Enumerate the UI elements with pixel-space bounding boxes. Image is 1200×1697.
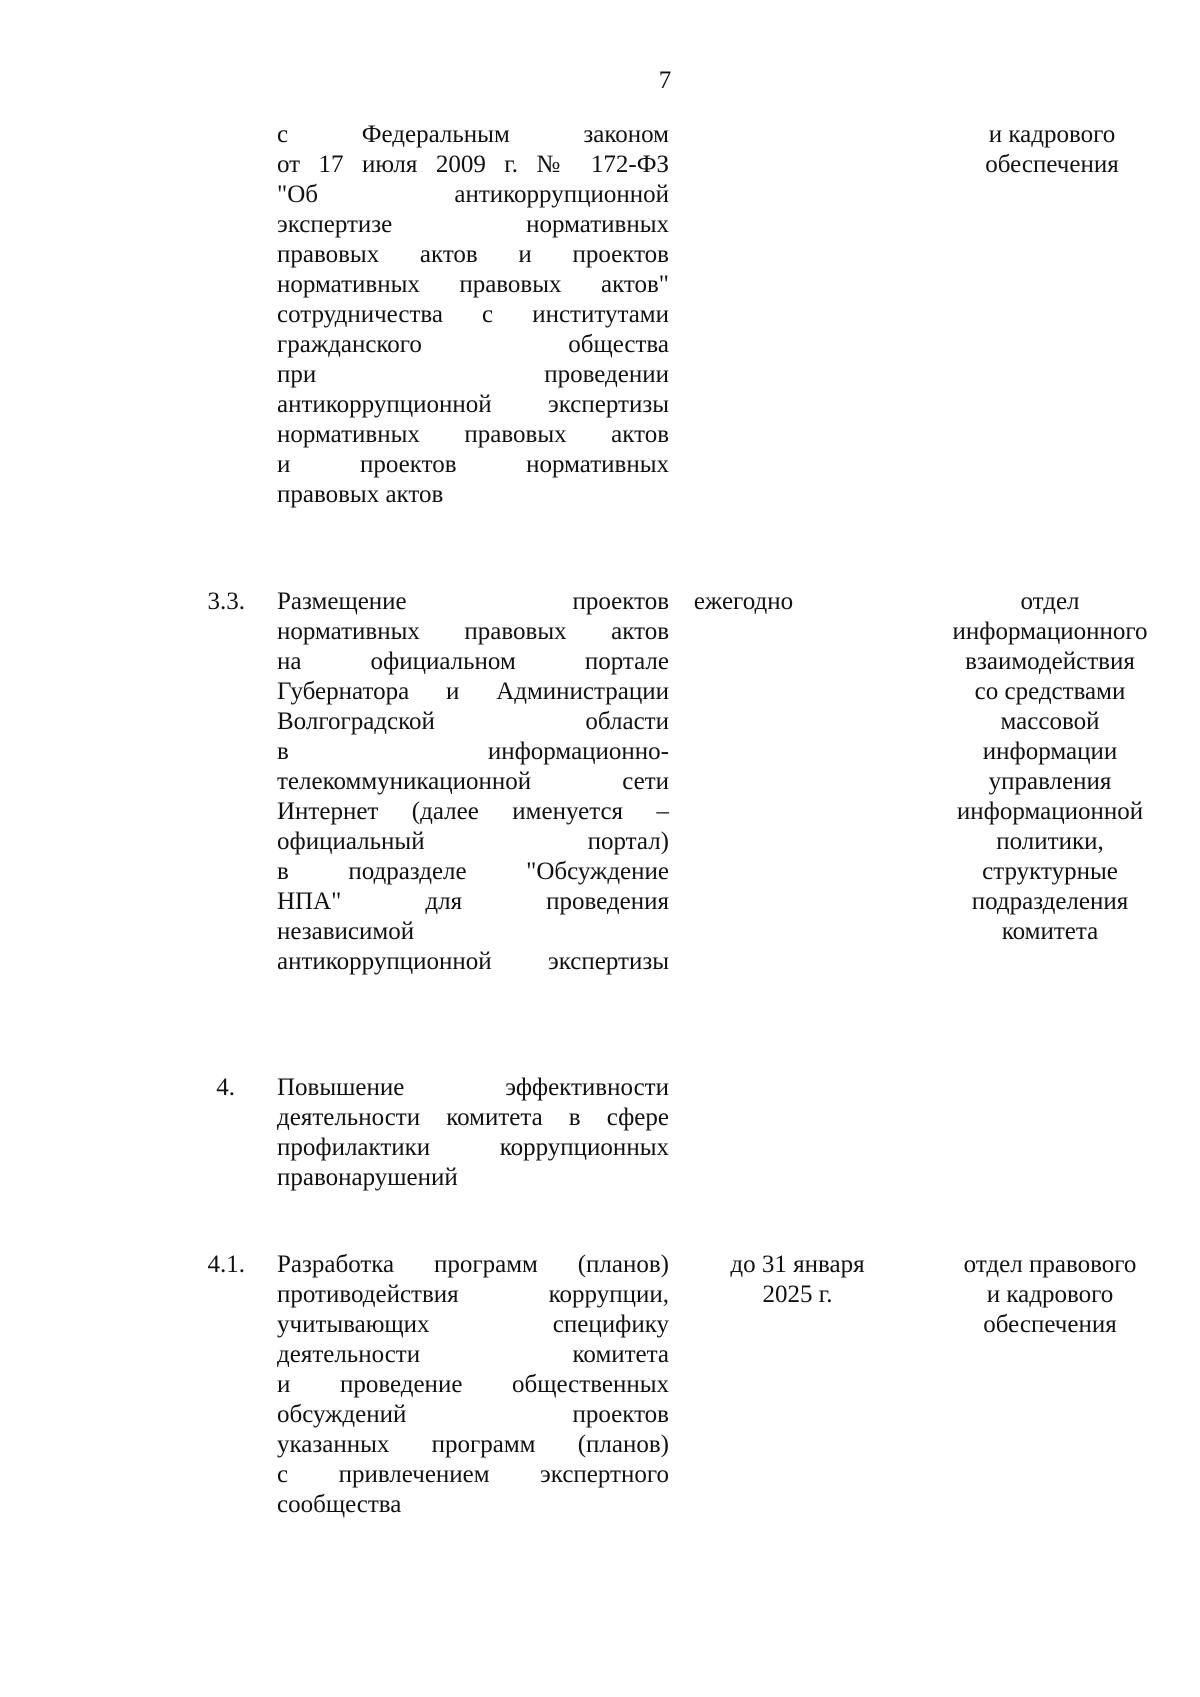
responsible-cell <box>947 120 1157 180</box>
text-line: подразделения <box>971 888 1129 915</box>
text-line: информационной <box>956 798 1144 825</box>
text-line: в информационно- <box>277 738 669 765</box>
deadline-cell <box>686 587 801 617</box>
text-line: противодействия коррупции, <box>277 1281 669 1308</box>
text-line: сотрудничества с институтами <box>277 301 669 328</box>
text-line: в подразделе "Обсуждение <box>277 858 669 885</box>
text-line: антикоррупционной экспертизы <box>277 391 669 418</box>
text-line: 2025 г. <box>762 1281 833 1308</box>
text-line: взаимодействия <box>965 648 1135 675</box>
text-line: до 31 января <box>730 1251 865 1278</box>
description-cell <box>277 1250 669 1520</box>
text-line: политики, <box>996 828 1104 855</box>
item-number: 3.3. <box>207 588 245 615</box>
table-row <box>0 587 1200 987</box>
text-line: информации <box>982 738 1118 765</box>
text-line: телекоммуникационной сети <box>277 768 669 795</box>
table-row <box>0 1250 1200 1530</box>
text-line: деятельности комитета <box>277 1341 669 1368</box>
text-line: на официальном портале <box>277 648 669 675</box>
table-row <box>0 120 1200 520</box>
text-line: и проектов нормативных <box>277 451 669 478</box>
text-line: гражданского общества <box>277 331 669 358</box>
text-line: структурные <box>982 858 1118 885</box>
text-line: и кадрового <box>986 1281 1114 1308</box>
text-line: и проведение общественных <box>277 1371 669 1398</box>
text-line: антикоррупционной экспертизы <box>277 948 669 975</box>
text-line: со средствами <box>974 678 1126 705</box>
text-line: сообщества <box>277 1491 402 1518</box>
text-line: Интернет (далее именуется – <box>277 798 669 825</box>
text-line: отдел <box>1020 588 1080 615</box>
responsible-cell <box>945 1250 1155 1340</box>
text-line: обсуждений проектов <box>277 1401 669 1428</box>
text-line: правовых актов и проектов <box>277 241 669 268</box>
deadline-cell <box>715 1250 880 1310</box>
text-line: ежегодно <box>693 588 794 615</box>
text-line: указанных программ (планов) <box>277 1431 669 1458</box>
text-line: информационного <box>952 618 1148 645</box>
text-line: при проведении <box>277 361 669 388</box>
text-line: и кадрового <box>988 121 1116 148</box>
text-line: деятельности комитета в сфере <box>277 1104 669 1131</box>
text-line: Разработка программ (планов) <box>277 1251 669 1278</box>
text-line: НПА" для проведения <box>277 888 669 915</box>
text-line: Повышение эффективности <box>277 1074 669 1101</box>
text-line: учитывающих специфику <box>277 1311 669 1338</box>
text-line: с Федеральным законом <box>277 121 669 148</box>
description-cell <box>277 120 669 510</box>
text-line: официальный портал) <box>277 828 669 855</box>
text-line: "Об антикоррупционной <box>277 181 669 208</box>
responsible-cell <box>945 587 1155 947</box>
item-number: 4.1. <box>207 1251 245 1278</box>
text-line: Губернатора и Администрации <box>277 678 669 705</box>
text-line: комитета <box>1001 918 1099 945</box>
page-number: 7 <box>658 67 672 94</box>
text-line: обеспечения <box>983 1311 1117 1338</box>
text-line: нормативных правовых актов <box>277 421 669 448</box>
text-line: Волгоградской области <box>277 708 669 735</box>
text-line: правонарушений <box>277 1164 458 1191</box>
item-number: 4. <box>216 1074 235 1101</box>
text-line: обеспечения <box>985 151 1119 178</box>
description-cell <box>277 587 669 977</box>
text-line: от 17 июля 2009 г. № 172-ФЗ <box>277 151 669 178</box>
text-line: массовой <box>1000 708 1100 735</box>
text-line: нормативных правовых актов <box>277 618 669 645</box>
text-line: правовых актов <box>277 481 444 508</box>
text-line: независимой <box>277 918 415 945</box>
text-line: экспертизе нормативных <box>277 211 669 238</box>
text-line: с привлечением экспертного <box>277 1461 669 1488</box>
text-line: нормативных правовых актов" <box>277 271 669 298</box>
description-cell <box>277 1073 669 1193</box>
text-line: управления <box>988 768 1112 795</box>
text-line: отдел правового <box>963 1251 1137 1278</box>
text-line: Размещение проектов <box>277 588 669 615</box>
table-row <box>0 1073 1200 1198</box>
text-line: профилактики коррупционных <box>277 1134 669 1161</box>
